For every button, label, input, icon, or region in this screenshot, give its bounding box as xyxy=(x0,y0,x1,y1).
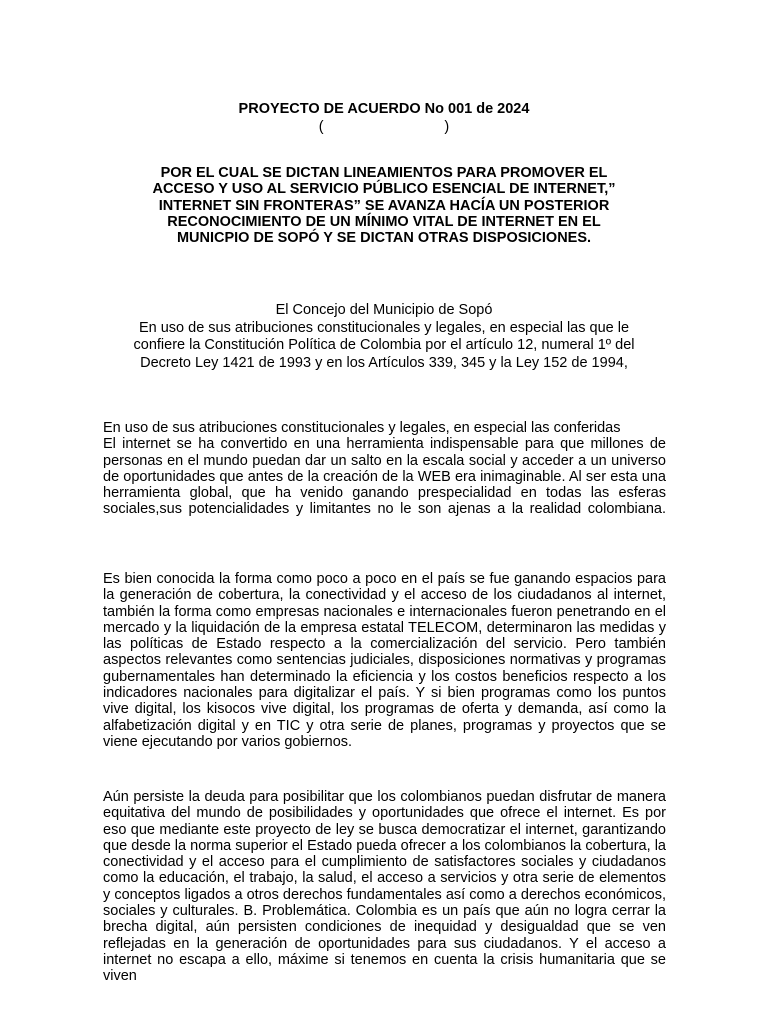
heading-line: INTERNET SIN FRONTERAS” SE AVANZA HACÍA UN POSTERIOR xyxy=(158,197,610,214)
heading-line: ACCESO Y USO AL SERVICIO PÚBLICO ESENCIAL DE INTERNET,” xyxy=(152,181,616,198)
document-title: PROYECTO DE ACUERDO No 001 de 2024 xyxy=(238,101,530,117)
council-line: En uso de sus atribuciones constitucionales y legales, en especial las que le xyxy=(138,319,630,336)
council-line: El Concejo del Municipio de Sopó xyxy=(275,302,493,318)
body-paragraph-1 xyxy=(103,420,666,518)
body-paragraph-3: Aún persiste la deuda para posibilitar que los colombianos puedan disfrutar de manera equitativa del mundo de posibilidades y oportunidades que ofrece el internet. Es por eso que mediante este proyecto de ley se busca democratizar el internet, garantizando que desde la norma superior el Estado pueda ofrecer a los colombianos la cobertura, la conectividad y el acceso para el cumplimiento de satisfactores sociales y ciudadanos como la educación, el trabajo, la salud, el acceso a servicios y otra serie de elementos y conceptos ligados a otros derechos fundamentales así como a derechos económicos, sociales y culturales. B. Problemática. Colombia es un país que aún no logra cerrar la brecha digital, aún persisten condiciones de inequidad y desigualdad que se ven reflejadas en la generación de oportunidades para sus ciudadanos. Y el acceso a internet no escapa a ello, máxime si tenemos en cuenta la crisis humanitaria que se viven xyxy=(103,789,666,985)
paragraph-line: En uso de sus atribuciones constitucionales y legales, en especial las conferidas xyxy=(103,420,621,436)
document-parenthetical: ( ) xyxy=(318,119,450,135)
heading-line: POR EL CUAL SE DICTAN LINEAMIENTOS PARA PROMOVER EL xyxy=(160,165,608,181)
council-preamble xyxy=(100,302,668,372)
body-paragraph-2: Es bien conocida la forma como poco a poco en el país se fue ganando espacios para la generación de cobertura, la conectividad y el acceso de los ciudadanos al internet, también la forma como empresas nacionales e internacionales fueron penetrando en el mercado y la liquidación de la empresa estatal TELECOM, determinaron las medidas y las políticas de Estado respecto a la comercialización del servicio. Pero también aspectos relevantes como sentencias judiciales, disposiciones normativas y programas gubernamentales han determinado la eficiencia y los costos beneficios respecto a los indicadores nacionales para digitalizar el país. Y si bien programas como los puntos vive digital, los kisocos vive digital, los programas de oferta y demanda, así como la alfabetización digital y en TIC y otra serie de planes, programas y proyectos que se viene ejecutando por varios gobiernos. xyxy=(103,571,666,750)
heading-line: RECONOCIMIENTO DE UN MÍNIMO VITAL DE INTERNET EN EL xyxy=(167,213,601,230)
heading-line: MUNICPIO DE SOPÓ Y SE DICTAN OTRAS DISPOSICIONES. xyxy=(176,230,592,247)
council-line: confiere la Constitución Política de Colombia por el artículo 12, numeral 1º del xyxy=(133,337,635,353)
document-heading xyxy=(120,165,648,246)
paragraph-text: El internet se ha convertido en una herramienta indispensable para que millones de personas en el mundo puedan dar un salto en la escala social y acceder a un universo de oportunidades que antes de la creación de la WEB era inimaginable. Al ser esta una herramienta global, que ha venido ganando prespecialidad en todas las esferas sociales,sus potencialidades y limitantes no le son ajenas a la realidad colombiana. xyxy=(103,436,666,518)
council-line: Decreto Ley 1421 de 1993 y en los Artículos 339, 345 y la Ley 152 de 1994, xyxy=(140,354,628,371)
